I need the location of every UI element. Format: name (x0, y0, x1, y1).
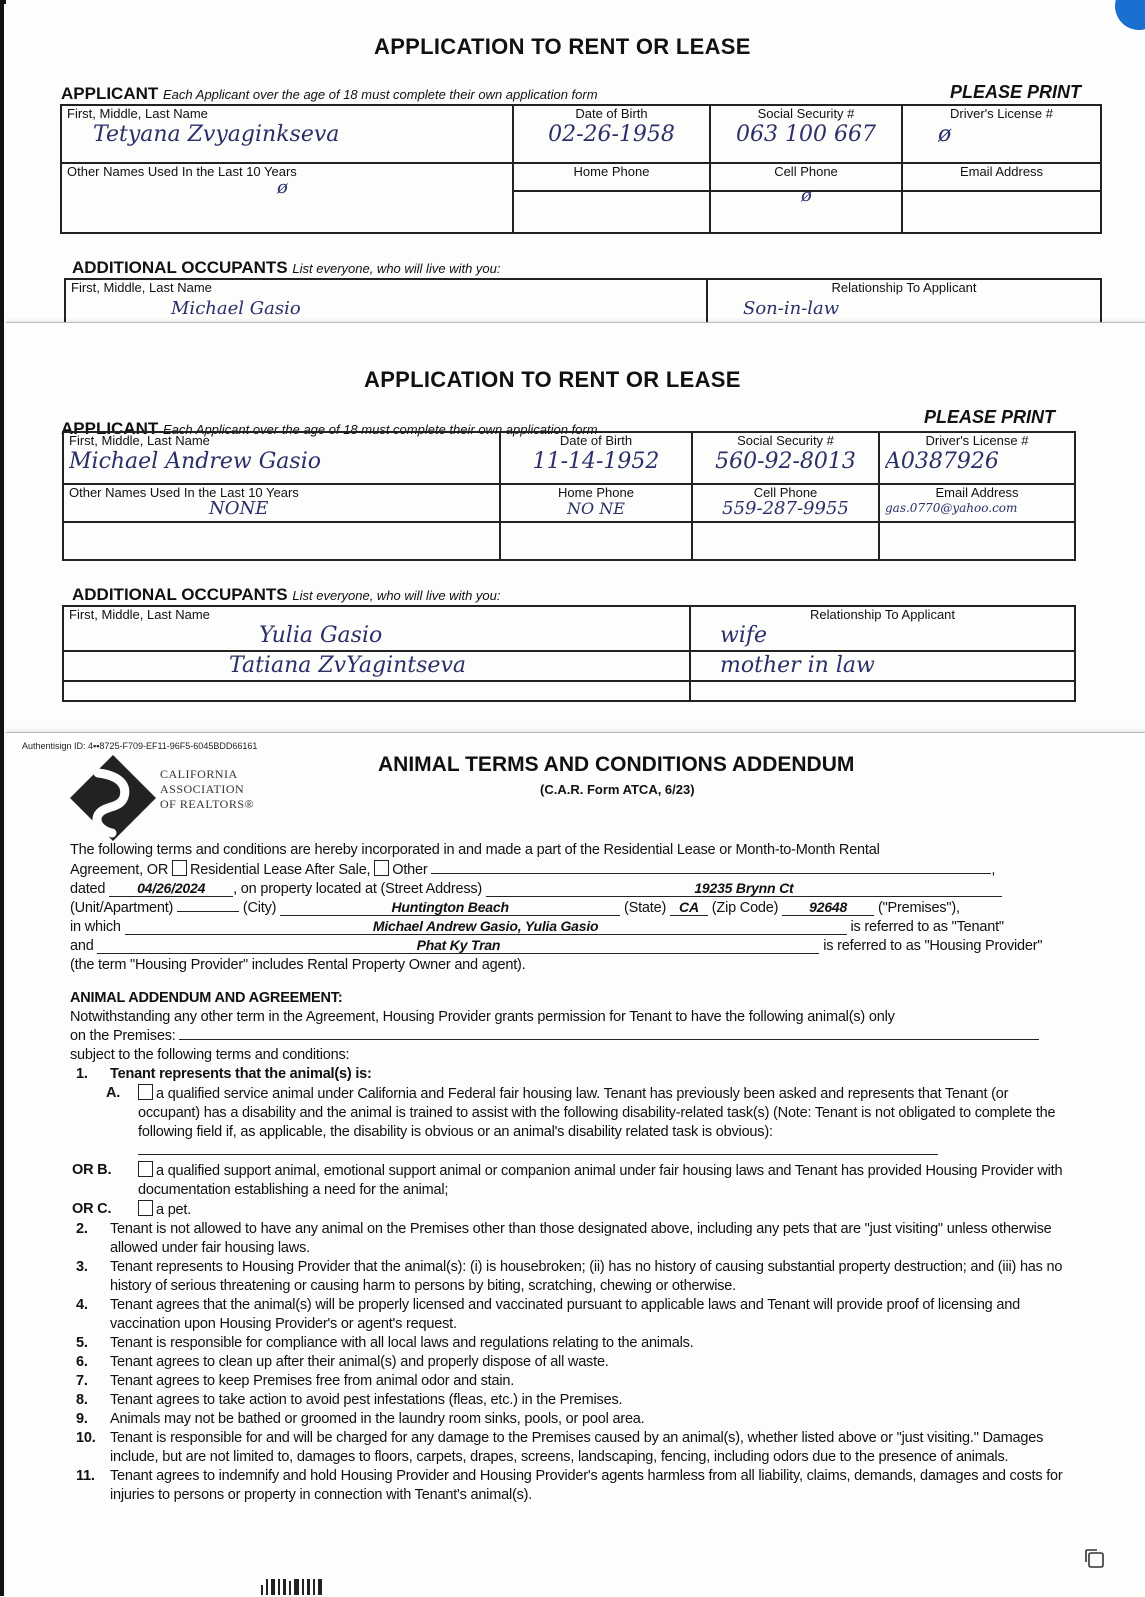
car-logo (68, 753, 268, 843)
occupant-relationship-cell[interactable] (707, 279, 1101, 324)
occupant-name-cell[interactable] (63, 651, 690, 681)
page-edge (0, 0, 4, 1596)
occupant-name-value: Michael Gasio (171, 298, 301, 319)
term-number: 6. (76, 1354, 88, 1370)
term-number: 8. (76, 1392, 88, 1408)
term-item (70, 1391, 1070, 1410)
term-text: Tenant is responsible for and will be charged for any damage to the Premises caused by an animal(s), whether listed above or "just visiting." Damages include, but are not limited to, damages to floors, carpets, drapes, screens, landscaping, fencing, including odors due to the presence of animals. (110, 1430, 1044, 1465)
option-c-checkbox[interactable] (138, 1200, 153, 1216)
occupant-relationship-cell[interactable] (690, 651, 1075, 681)
animal-addendum (6, 732, 1145, 1597)
application-form-1 (6, 0, 1145, 322)
license-cell[interactable] (902, 105, 1101, 163)
addendum-body (70, 841, 1070, 1505)
home-phone-blank[interactable] (500, 522, 692, 560)
other-names-value: ø (277, 179, 288, 197)
tenant-label: is referred to as "Tenant" (850, 919, 1004, 935)
applicant-table (62, 431, 1076, 561)
other-names-cell[interactable] (61, 163, 513, 233)
please-print: PLEASE PRINT (924, 407, 1056, 427)
other-label: Other (392, 862, 428, 878)
email-blank[interactable] (879, 522, 1075, 560)
application-form-2 (6, 322, 1145, 733)
option-c-text: a pet. (156, 1202, 192, 1218)
term-item (70, 1467, 1070, 1505)
home-phone-cell[interactable] (500, 484, 692, 522)
occupants-heading (72, 258, 500, 278)
ssn-label: Social Security # (737, 433, 834, 448)
cell-phone-label: Cell Phone (774, 164, 838, 179)
email-label: Email Address (935, 485, 1019, 500)
terms-list (70, 1065, 1070, 1084)
and-label: and (70, 938, 94, 954)
terms-list (70, 1220, 1070, 1505)
agreement-or: Agreement, OR (70, 862, 169, 878)
other-names-cell[interactable] (63, 484, 500, 522)
city-label: (City) (242, 900, 277, 916)
term-item (70, 1372, 1070, 1391)
license-label: Driver's License # (950, 106, 1053, 121)
authentisign-id: Authentisign ID: 4▪▪8725-F709-EF11-96F5-6045BDD66161 (22, 741, 258, 751)
term-item (70, 1065, 1070, 1084)
agreement-line: Agreement, OR Residential Lease After Sale, Other , (70, 862, 996, 878)
occupant-name-label: First, Middle, Last Name (71, 280, 212, 295)
term-number: 7. (76, 1373, 88, 1389)
provider-line (70, 937, 1070, 956)
occupant-name-label: First, Middle, Last Name (69, 607, 210, 622)
state-label: (State) (623, 900, 667, 916)
term-text: Tenant agrees to keep Premises free from animal odor and stain. (110, 1373, 515, 1389)
intro-text: The following terms and conditions are hereby incorporated in and made a part of the Residential Lease or Month-to-Month Rental (70, 842, 880, 858)
term-number: 9. (76, 1411, 88, 1427)
email-blank[interactable] (902, 191, 1101, 233)
city-field[interactable]: Huntington Beach (280, 900, 620, 916)
addendum-subtitle: (C.A.R. Form ATCA, 6/23) (540, 782, 695, 797)
cell-phone-value: ø (801, 185, 812, 206)
name-cell[interactable] (63, 432, 500, 484)
residential-after-sale-label: Residential Lease After Sale, (189, 862, 371, 878)
occupant-name-cell[interactable] (63, 606, 690, 651)
dated-line (70, 880, 1070, 899)
form-title: APPLICATION TO RENT OR LEASE (364, 367, 741, 392)
occupants-heading-text: ADDITIONAL OCCUPANTS (72, 585, 288, 604)
name-cell[interactable] (61, 105, 513, 163)
term-note: (the term "Housing Provider" includes Rental Property Owner and agent). (70, 957, 526, 973)
occupants-table (64, 278, 1102, 325)
org-line: OF REALTORS® (160, 797, 255, 811)
ssn-value: 063 100 667 (736, 122, 876, 147)
other-names-value: NONE (209, 500, 269, 518)
addendum-title: ANIMAL TERMS AND CONDITIONS ADDENDUM (378, 753, 855, 776)
unit-field[interactable] (177, 911, 239, 912)
term-text: Tenant is not allowed to have any animal on the Premises other than those designated above, including any pets that are "just visiting" unless otherwise allowed under fair housing laws. (110, 1221, 1052, 1256)
applicant-heading-text: APPLICANT (61, 419, 159, 438)
occupant-relationship-label: Relationship To Applicant (809, 607, 956, 622)
subject-to-text: subject to the following terms and conditions: (70, 1047, 350, 1063)
term-text: Tenant agrees to clean up after their animal(s) and properly dispose of all waste. (110, 1354, 609, 1370)
premises-label: ("Premises"), (877, 900, 960, 916)
city-line (70, 899, 1070, 918)
other-names-blank[interactable] (63, 522, 500, 560)
dob-value: 11-14-1952 (532, 449, 660, 474)
email-cell[interactable] (879, 484, 1075, 522)
dated-label: dated (70, 881, 106, 897)
home-phone-label: Home Phone (558, 485, 634, 500)
name-value: Michael Andrew Gasio (69, 449, 321, 474)
term-text: Animals may not be bathed or groomed in the laundry room sinks, pools, or pool area. (110, 1411, 645, 1427)
zip-field[interactable]: 92648 (782, 900, 874, 916)
ssn-value: 560-92-8013 (715, 449, 856, 474)
term-item (70, 1220, 1070, 1258)
email-label: Email Address (959, 164, 1044, 179)
email-value: gas.0770@yahoo.com (885, 501, 1018, 515)
other-field[interactable] (431, 873, 991, 874)
applicant-heading-text: APPLICANT (61, 84, 159, 103)
applicant-note: Each Applicant over the age of 18 must complete their own application form (163, 87, 598, 102)
copy-icon[interactable] (1083, 1547, 1105, 1569)
occupants-table (62, 605, 1076, 702)
term-item (70, 1410, 1070, 1429)
term-text: Tenant agrees that the animal(s) will be properly licensed and vaccinated pursuant to applicable laws and Tenant will provide proof of licensing and vaccination upon Housing Provider's or agent's request. (110, 1297, 1020, 1332)
name-label: First, Middle, Last Name (67, 106, 208, 121)
dob-label: Date of Birth (575, 106, 648, 121)
premises-line (70, 1027, 1070, 1046)
unit-label: (Unit/Apartment) (70, 900, 174, 916)
name-label: First, Middle, Last Name (69, 433, 210, 448)
org-line: CALIFORNIA (160, 767, 238, 781)
term-text: Tenant is responsible for compliance with all local laws and regulations relating to the animals. (110, 1335, 694, 1351)
agreement-text: Notwithstanding any other term in the Agreement, Housing Provider grants permission for Tenant to have the following animal(s) only (70, 1009, 895, 1025)
occupant-name-blank[interactable] (63, 681, 690, 701)
other-checkbox[interactable] (374, 860, 389, 876)
property-label: , on property located at (Street Address) (233, 881, 483, 897)
cell-phone-cell[interactable] (692, 484, 879, 522)
license-value: A0387926 (885, 449, 999, 474)
occupant-relationship-label: Relationship To Applicant (831, 280, 977, 295)
barcode (261, 1577, 322, 1595)
term-text: Tenant agrees to indemnify and hold Housing Provider and Housing Provider's agents harmless from all liability, claims, demands, damages and costs for injuries to persons or property in connection with Tenant's animal(s). (110, 1468, 1063, 1503)
option-b-label: OR B. (72, 1162, 112, 1178)
license-label: Driver's License # (925, 433, 1029, 448)
term-number: 1. (76, 1066, 88, 1082)
other-names-label: Other Names Used In the Last 10 Years (67, 164, 297, 179)
dated-field[interactable]: 04/26/2024 (109, 881, 233, 897)
occupant-relationship-blank[interactable] (690, 681, 1075, 701)
dob-cell[interactable] (500, 432, 692, 484)
term-item (70, 1258, 1070, 1296)
street-address-field[interactable]: 19235 Brynn Ct (486, 881, 1002, 897)
occupant-relationship-value: wife (720, 623, 768, 648)
occupants-heading-text: ADDITIONAL OCCUPANTS (72, 258, 288, 277)
applicant-table (60, 104, 1102, 234)
home-phone-blank[interactable] (513, 191, 710, 233)
applicant-heading (61, 84, 598, 104)
term-text: Tenant represents to Housing Provider that the animal(s): (i) is housebroken; (ii) has no history of causing substantial property destruction; and (iii) has no history of serious threatening or causing harm to persons by biting, scratching, chewing or otherwise. (110, 1259, 1063, 1294)
option-a (70, 1084, 1070, 1161)
cell-phone-blank[interactable] (692, 522, 879, 560)
occupant-relationship-cell[interactable] (690, 606, 1075, 651)
term-item (70, 1353, 1070, 1372)
home-phone-label: Home Phone (573, 164, 650, 179)
occupants-heading (72, 585, 500, 605)
occupant-relationship-value: mother in law (720, 653, 875, 678)
disability-task-field[interactable] (138, 1154, 938, 1155)
home-phone-value: NO NE (567, 500, 625, 518)
term-item (70, 1334, 1070, 1353)
on-premises-label: on the Premises: (70, 1028, 176, 1044)
animals-field[interactable] (179, 1039, 1039, 1040)
car-logo-icon (68, 753, 158, 843)
term-number: 3. (76, 1259, 88, 1275)
home-phone-cell[interactable] (513, 163, 710, 191)
occupant-name-value: Yulia Gasio (259, 623, 383, 648)
license-cell[interactable] (879, 432, 1075, 484)
in-which-label: in which (70, 919, 121, 935)
ssn-cell[interactable] (710, 105, 902, 163)
cell-phone-label: Cell Phone (753, 485, 818, 500)
option-a-text: a qualified service animal under California and Federal fair housing law. Tenant has previously been asked and represents that Tenant (or occupant) has a disability and the animal is trained to assist with the following disability-related task(s) (Note: Tenant is not obligated to complete the following field if, as applicable, the disability is obvious or an animal's disability related task is obvious): (138, 1086, 1056, 1140)
term-text: Tenant agrees to take action to avoid pest infestations (fleas, etc.) in the Premises. (110, 1392, 623, 1408)
option-b-checkbox[interactable] (138, 1161, 153, 1177)
form-title: APPLICATION TO RENT OR LEASE (374, 34, 751, 59)
dob-label: Date of Birth (559, 433, 633, 448)
term-number: 4. (76, 1297, 88, 1313)
occupant-relationship-value: Son-in-law (743, 298, 840, 319)
term-number: 11. (76, 1468, 95, 1484)
car-logo-text (160, 767, 254, 812)
dob-cell[interactable] (513, 105, 710, 163)
housing-provider-label: is referred to as "Housing Provider" (823, 938, 1043, 954)
cell-phone-cell[interactable] (710, 163, 902, 206)
tenant-line (70, 918, 1070, 937)
occupant-name-value: Tatiana ZvYagintseva (229, 653, 466, 678)
tenant-field[interactable]: Michael Andrew Gasio, Yulia Gasio (125, 919, 847, 935)
name-value: Tetyana Zvyaginkseva (93, 122, 340, 147)
occupants-note: List everyone, who will live with you: (292, 588, 501, 603)
option-a-label: A. (106, 1085, 121, 1101)
term-number: 5. (76, 1335, 88, 1351)
term-item (70, 1429, 1070, 1467)
term-item (70, 1296, 1070, 1334)
email-cell[interactable] (902, 163, 1101, 191)
option-a-checkbox[interactable] (138, 1084, 153, 1100)
occupant-name-cell[interactable] (65, 279, 707, 324)
agreement-heading: ANIMAL ADDENDUM AND AGREEMENT: (70, 990, 343, 1006)
ssn-label: Social Security # (757, 106, 855, 121)
housing-provider-field[interactable]: Phat Ky Tran (97, 938, 819, 954)
option-b-text: a qualified support animal, emotional support animal or companion animal under fair housing laws and Tenant has provided Housing Provider with documentation establishing a need for the animal; (138, 1163, 1063, 1198)
option-b (70, 1161, 1070, 1200)
applicant-note: Each Applicant over the age of 18 must complete their own application form (163, 422, 598, 437)
term-1-heading: Tenant represents that the animal(s) is: (110, 1066, 372, 1082)
residential-after-sale-checkbox[interactable] (172, 860, 187, 876)
license-value: ø (938, 122, 952, 147)
org-line: ASSOCIATION (160, 782, 245, 796)
term-number: 2. (76, 1221, 88, 1237)
state-field[interactable]: CA (670, 900, 708, 916)
term-number: 10. (76, 1430, 96, 1446)
dob-value: 02-26-1958 (548, 122, 675, 147)
other-names-label: Other Names Used In the Last 10 Years (69, 485, 299, 500)
cell-phone-value: 559-287-9955 (722, 500, 849, 518)
please-print: PLEASE PRINT (950, 82, 1082, 102)
occupants-note: List everyone, who will live with you: (292, 261, 501, 276)
option-c (70, 1200, 1070, 1220)
option-c-label: OR C. (72, 1201, 112, 1217)
ssn-cell[interactable] (692, 432, 879, 484)
zip-label: (Zip Code) (711, 900, 779, 916)
